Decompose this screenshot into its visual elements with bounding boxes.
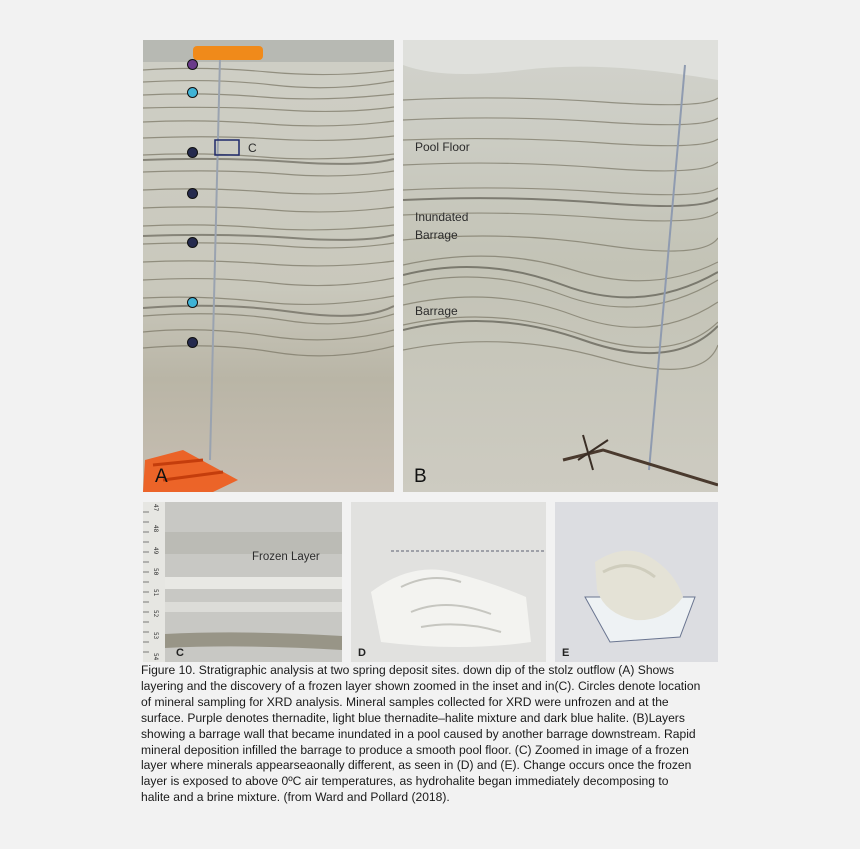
caption-line: halite and a brine mixture. (from Ward and Pollard (2018). [141,790,450,805]
panel-c-illustration [143,502,342,662]
panel-b-letter: B [414,466,427,487]
label-inundated: Inundated [415,210,469,224]
caption-line: layering and the discovery of a frozen layer shown zoomed in the inset and in(C). Circles denote location [141,678,701,693]
caption-line: mineral deposition infilled the barrage to produce a smooth pool floor. (C) Zoomed in image of a frozen [141,742,689,757]
panel-b-illustration [403,40,718,492]
frozen-layer-label: Frozen Layer [252,551,320,563]
sample-point-dot [187,59,198,70]
caption-line: surface. Purple denotes thernadite, light blue thernadite–halite mixture and dark blue halite. (B)Layers [141,710,685,725]
sample-point-dot [187,87,198,98]
sample-point-dot [187,297,198,308]
label-barrage: Barrage [415,304,458,318]
panel-c-photo [143,502,342,662]
sample-point-dot [187,337,198,348]
caption-line: layer is exposed to above 0ºC air temperatures, as hydrohalite began immediately decomposing to [141,774,669,789]
panel-c-letter: C [176,647,184,659]
panel-e-illustration [555,502,718,662]
caption-line: of mineral sampling for XRD analysis. Mineral samples collected for XRD were unfrozen and at the [141,694,669,709]
label-pool-floor: Pool Floor [415,140,470,154]
panel-a-illustration [143,40,394,492]
inset-c-marker: C [248,141,257,155]
label-inundated-barrage: Barrage [415,228,458,242]
panel-a-letter: A [155,466,168,487]
panel-a-photo [143,40,394,492]
panel-d-illustration [351,502,546,662]
ruler-ticks: 47 48 49 50 51 52 53 54 [152,504,159,660]
caption-line: showing a barrage wall that became inundated in a pool caused by another barrage downstream. Rapid [141,726,696,741]
panel-d-letter: D [358,647,366,659]
caption-line: layer where minerals appearseaonally different, as seen in (D) and (E). Change occurs once the frozen [141,758,692,773]
sample-point-dot [187,147,198,158]
caption-line: Figure 10. Stratigraphic analysis at two spring deposit sites. down dip of the stolz outflow (A) Shows [141,663,675,677]
panel-e-photo [555,502,718,662]
panel-d-photo [351,502,546,662]
sample-point-dot [187,237,198,248]
sample-point-dot [187,188,198,199]
figure-caption [141,663,721,806]
panel-e-letter: E [562,647,570,659]
panel-b-photo [403,40,718,492]
